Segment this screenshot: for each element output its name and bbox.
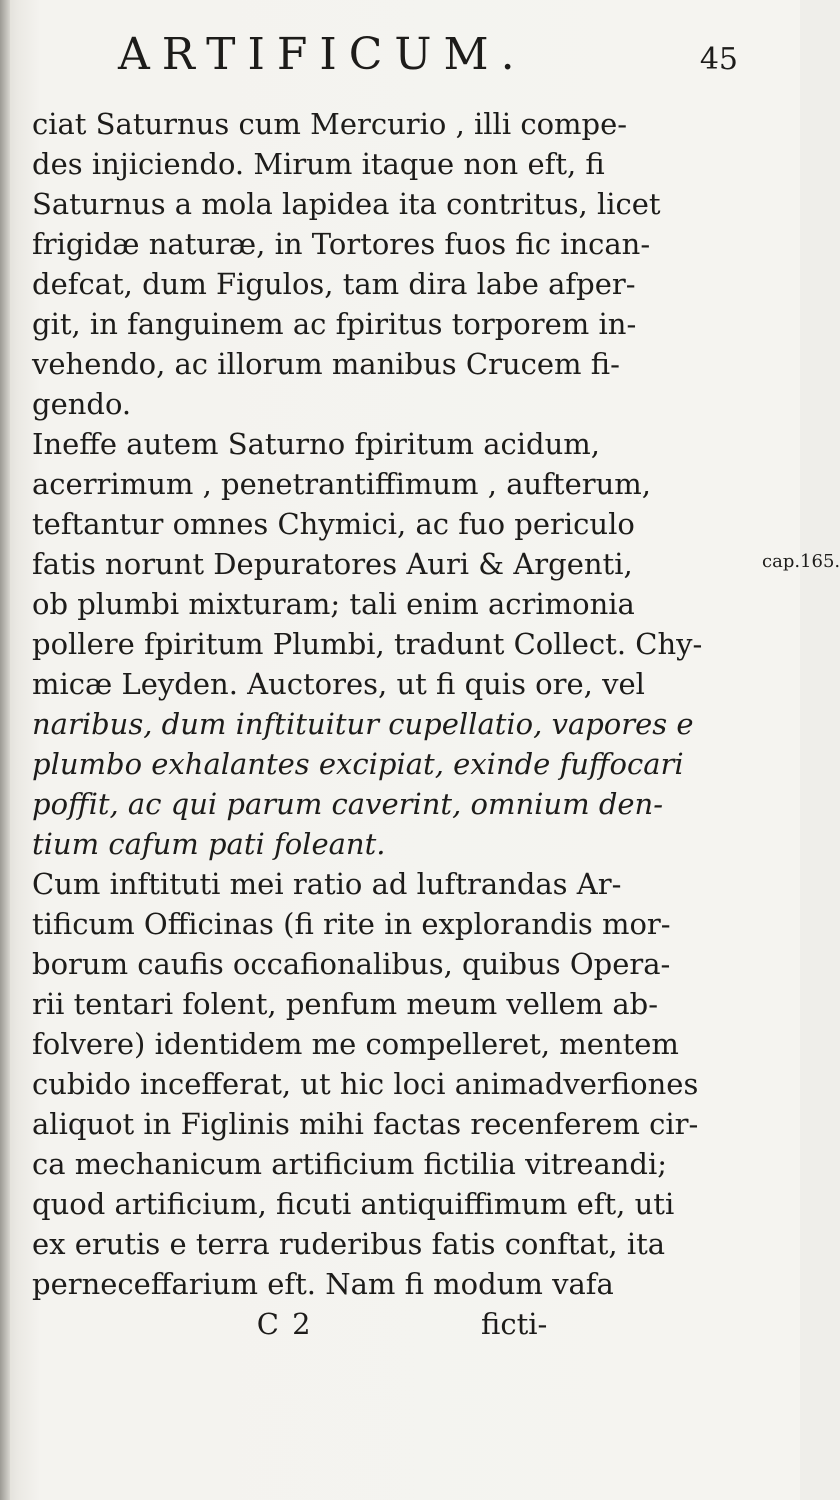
text-line: teftantur omnes Chymici, ac fuo periculo: [32, 507, 635, 541]
text-line-italic: tium cafum pati foleant.: [32, 827, 386, 861]
text-line: cubido incefferat, ut hic loci animadverfiones: [32, 1067, 699, 1101]
text-line: ca mechanicum artificium fictilia vitreandi;: [32, 1147, 668, 1181]
text-line-italic: naribus, dum inftituitur cupellatio, vapores e: [32, 707, 694, 741]
text-line: aliquot in Figlinis mihi factas recenferem cir-: [32, 1107, 699, 1141]
binding-gutter: [0, 0, 10, 1500]
text-line: borum caufis occafionalibus, quibus Opera-: [32, 947, 671, 981]
text-line: git, in fanguinem ac fpiritus torporem in-: [32, 307, 637, 341]
text-line: frigidæ naturæ, in Tortores fuos fic incan-: [32, 227, 651, 261]
text-line-italic: poffit, ac qui parum caverint, omnium den-: [32, 787, 664, 821]
text-line: tificum Officinas (fi rite in explorandis mor-: [32, 907, 671, 941]
text-line: ex erutis e terra ruderibus fatis conftat, ita: [32, 1227, 666, 1261]
text-line: Cum inftituti mei ratio ad luftrandas Ar-: [32, 867, 622, 901]
text-line: gendo.: [32, 387, 132, 421]
running-head: [118, 30, 738, 80]
text-line: micæ Leyden. Auctores, ut fi quis ore, vel: [32, 667, 645, 701]
text-line: ob plumbi mixturam; tali enim acrimonia: [32, 587, 635, 621]
catchword: ficti-: [480, 1307, 548, 1341]
text-line: vehendo, ac illorum manibus Crucem fi-: [32, 347, 620, 381]
text-line: Saturnus a mola lapidea ita contritus, licet: [32, 187, 661, 221]
page-number: 45: [699, 42, 738, 77]
page-footer-line: [32, 1304, 762, 1344]
text-line: des injiciendo. Mirum itaque non eft, fi: [32, 147, 605, 181]
text-line: folvere) identidem me compelleret, mentem: [32, 1027, 679, 1061]
text-line: ciat Saturnus cum Mercurio , illi compe-: [32, 107, 628, 141]
text-line: rii tentari folent, penfum meum vellem ab-: [32, 987, 659, 1021]
text-line: pollere fpiritum Plumbi, tradunt Collect. Chy-: [32, 627, 703, 661]
text-line: perneceffarium eft. Nam fi modum vafa: [32, 1267, 614, 1301]
text-line: quod artificium, ficuti antiquiffimum eft, uti: [32, 1187, 675, 1221]
signature-mark: C 2: [256, 1307, 313, 1341]
text-line-italic: plumbo exhalantes excipiat, exinde fuffocari: [32, 747, 684, 781]
text-line: defcat, dum Figulos, tam dira labe afper-: [32, 267, 636, 301]
text-line: acerrimum , penetrantiffimum , aufterum,: [32, 467, 651, 501]
text-line: Ineffe autem Saturno fpiritum acidum,: [32, 427, 601, 461]
margin-note: cap.165.: [762, 551, 840, 572]
body-text: [32, 104, 762, 1344]
running-title: ARTIFICUM.: [118, 29, 527, 80]
text-line: fatis norunt Depuratores Auri & Argenti,: [32, 547, 633, 581]
